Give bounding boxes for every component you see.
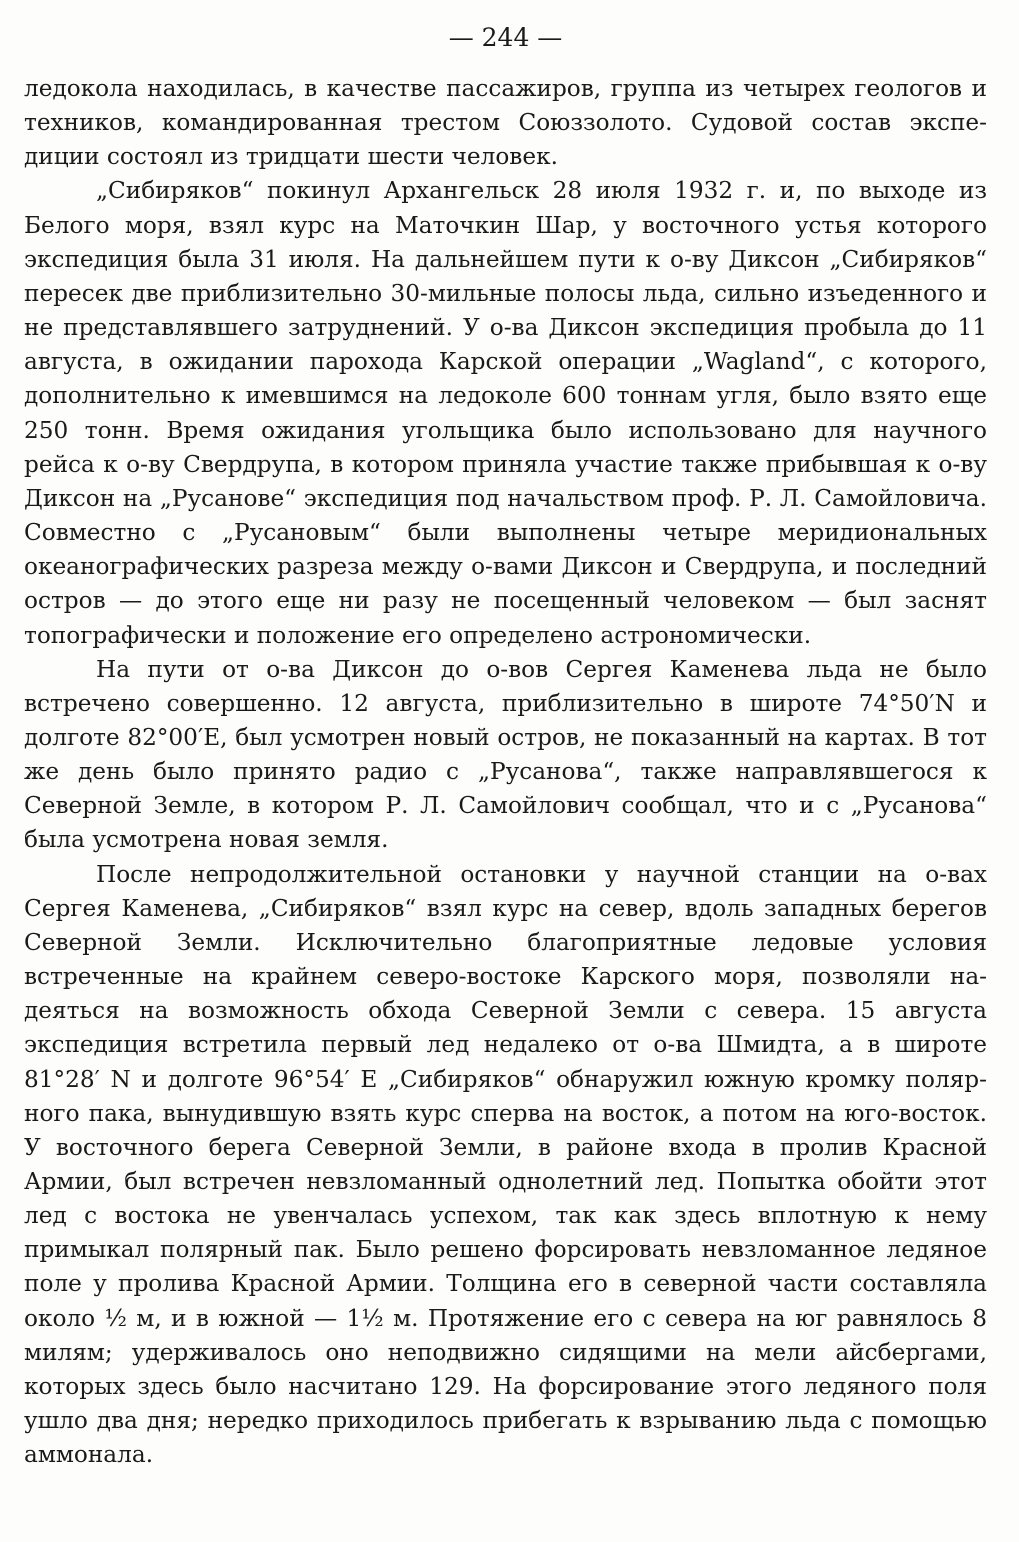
document-page: [24, 18, 987, 1472]
paragraph-4: После непродолжительной остановки у научной станции на о-вах Сергея Каменева, „Сибиряков“ взял курс на север, вдоль западных берегов Северной Земли. Исключительно благоприятные ледовые условия встреченные на крайнем северо-востоке Карского моря, позволяли надеяться на возможность обхода Северной Земли с севера. 15 августа экспедиция встретила первый лед недалеко от о-ва Шмидта, а в широте 81°28′ N и долготе 96°54′ E „Сибиряков“ обнаружил южную кромку полярного пака, вынудившую взять курс сперва на восток, а потом на юго-восток. У восточного берега Северной Земли, в районе входа в пролив Красной Армии, был встречен невзломанный однолетний лед. Попытка обойти этот лед с востока не увенчалась успехом, так как здесь вплотную к нему примыкал полярный пак. Было решено форсировать невзломанное ледяное поле у пролива Красной Армии. Толщина его в северной части составляла около ½ м, и в южной — 1½ м. Протяжение его с севера на юг равнялось 8 милям; удерживалось оно неподвижно сидящими на мели айсбергами, которых здесь было насчитано 129. На форсирование этого ледяного поля ушло два дня; нередко приходилось прибегать к взрыванию льда с помощью аммонала.: [24, 860, 987, 1469]
paragraph-2: „Сибиряков“ покинул Архангельск 28 июля 1932 г. и, по выходе из Белого моря, взял курс на Маточкин Шар, у восточного устья которого экспедиция была 31 июля. На дальнейшем пути к о-ву Диксон „Сибиряков“ пересек две приблизительно 30-мильные полосы льда, сильно изъеденного и не представлявшего затруднений. У о-ва Диксон экспедиция пробыла до 11 августа, в ожидании парохода Карской операции „Wagland“, с которого, дополнительно к имевшимся на ледоколе 600 тоннам угля, было взято еще 250 тонн. Время ожидания угольщика было использовано для научного рейса к о-ву Свердрупа, в котором приняла участие также прибывшая к о-ву Диксон на „Русанове“ экспедиция под начальством проф. Р. Л. Самойловича. Совместно с „Русановым“ были выполнены четыре меридиональных океанографических разреза между о-вами Диксон и Свердрупа, и последний остров — до этого еще ни разу не посещенный человеком — был заснят топографически и положение его определено астрономически.: [24, 177, 987, 649]
paragraph-1: ледокола находилась, в качестве пассажиров, группа из четырех геологов и техников, командированная трестом Союззолото. Судовой состав экспедиции состоял из тридцати шести человек.: [24, 75, 987, 171]
paragraph-3: На пути от о-ва Диксон до о-вов Сергея Каменева льда не было встречено совершенно. 12 августа, приблизительно в широте 74°50′N и долготе 82°00′E, был усмотрен новый остров, не показанный на картах. В тот же день было принято радио с „Русанова“, также направлявшегося к Северной Земле, в котором Р. Л. Самойлович сообщал, что и с „Русанова“ была усмотрена новая земля.: [24, 655, 987, 854]
page-number: — 244 —: [448, 23, 563, 52]
